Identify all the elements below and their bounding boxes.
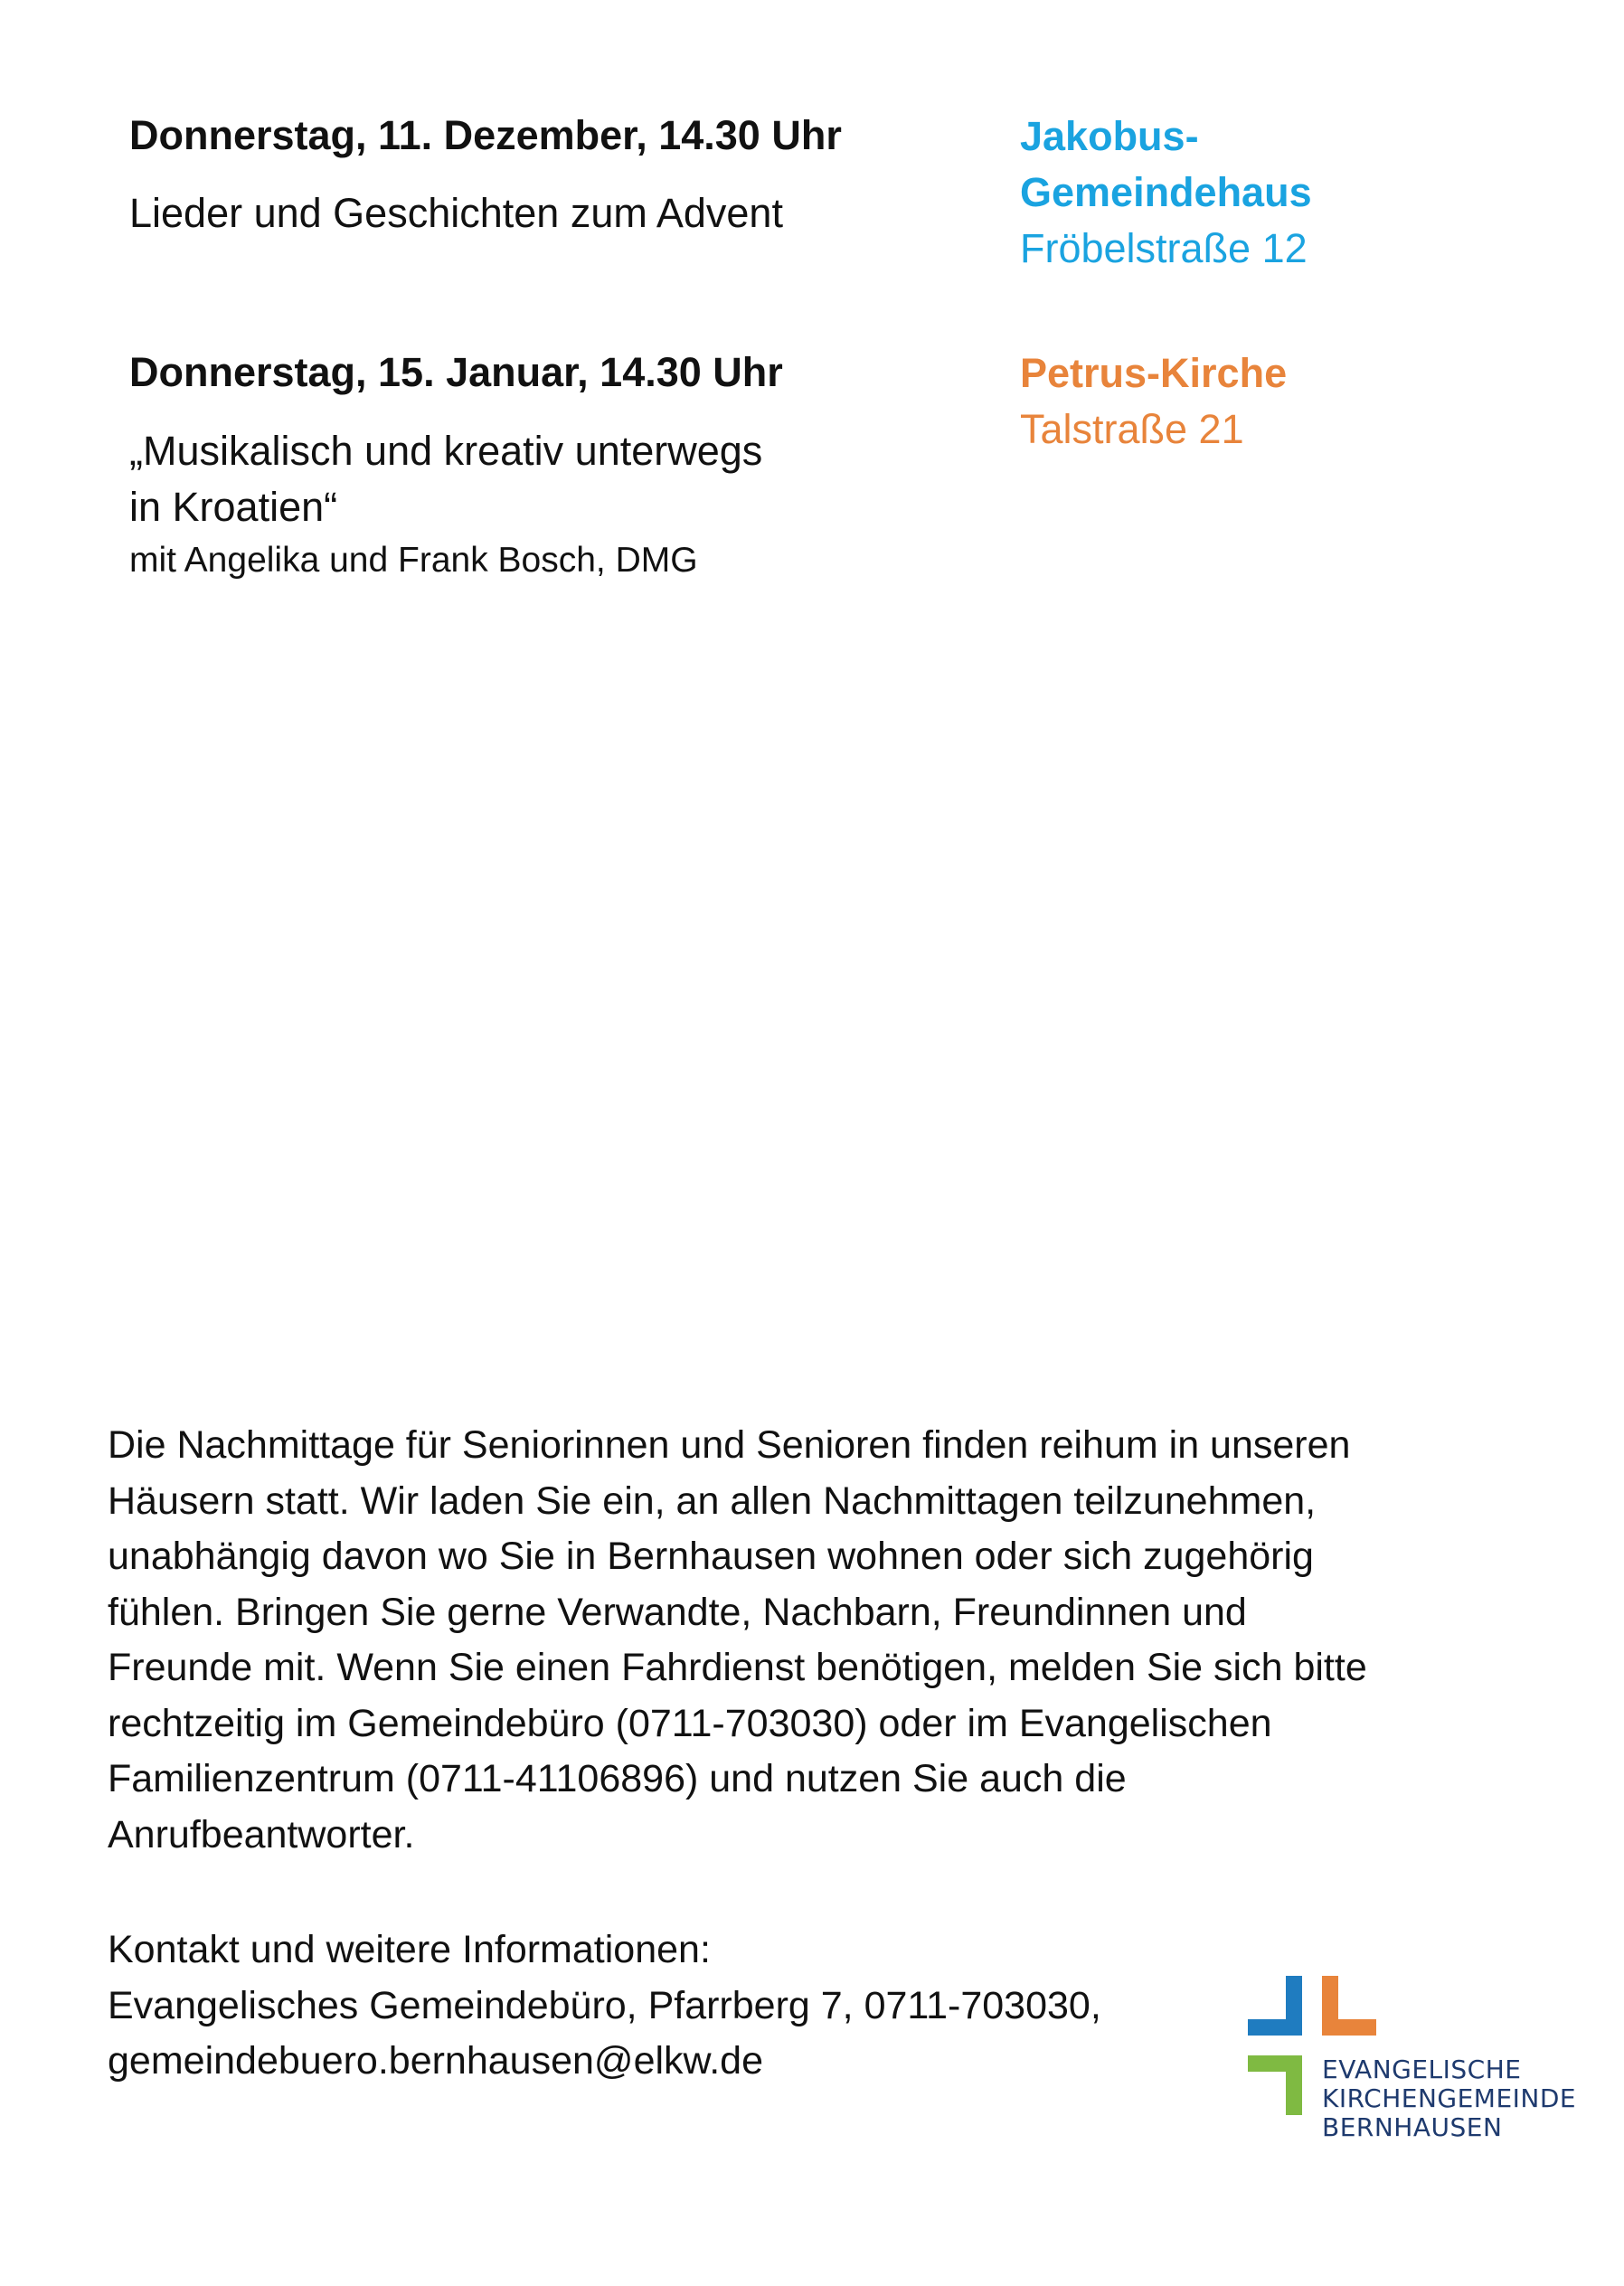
event-1-location-name-line-1: Jakobus- bbox=[1020, 113, 1199, 159]
event-2-title-line-2: in Kroatien“ bbox=[129, 484, 338, 530]
church-logo bbox=[1248, 1976, 1577, 2157]
info-line-4: fühlen. Bringen Sie gerne Verwandte, Nachbarn, Freundinnen und bbox=[108, 1590, 1247, 1634]
logo-line-1: EVANGELISCHE bbox=[1322, 2055, 1522, 2084]
contact-heading: Kontakt und weitere Informationen: bbox=[108, 1928, 711, 1971]
info-line-1: Die Nachmittage für Seniorinnen und Senioren finden reihum in unseren bbox=[108, 1423, 1351, 1467]
logo-blue-shape bbox=[1248, 1976, 1302, 2036]
event-2-title bbox=[129, 423, 762, 535]
event-2-date: Donnerstag, 15. Januar, 14.30 Uhr bbox=[129, 349, 783, 395]
info-line-5: Freunde mit. Wenn Sie einen Fahrdienst benötigen, melden Sie sich bitte bbox=[108, 1646, 1367, 1689]
contact-address: Evangelisches Gemeindebüro, Pfarrberg 7, 0711-703030, bbox=[108, 1983, 1101, 2027]
info-line-7: Familienzentrum (0711-41106896) und nutzen Sie auch die bbox=[108, 1757, 1127, 1800]
event-1-location-address: Fröbelstraße 12 bbox=[1020, 225, 1308, 271]
info-paragraph bbox=[108, 1418, 1367, 1863]
logo-line-2: KIRCHENGEMEINDE bbox=[1322, 2083, 1577, 2113]
info-line-2: Häusern statt. Wir laden Sie ein, an allen Nachmittagen teilzunehmen, bbox=[108, 1478, 1317, 1523]
event-1-title-line-1: Lieder und Geschichten zum Advent bbox=[129, 190, 783, 236]
event-1-date: Donnerstag, 11. Dezember, 14.30 Uhr bbox=[129, 112, 842, 158]
contact-email-link[interactable]: gemeindebuero.bernhausen@elkw.de bbox=[108, 2039, 763, 2083]
event-2-location-name: Petrus-Kirche bbox=[1020, 350, 1288, 396]
info-line-8: Anrufbeantworter. bbox=[108, 1812, 415, 1856]
event-2-subtitle: mit Angelika und Frank Bosch, DMG bbox=[129, 541, 698, 580]
church-logo-text bbox=[1322, 2055, 1576, 2142]
logo-green-shape bbox=[1248, 2055, 1302, 2115]
event-1-location-name-line-2: Gemeindehaus bbox=[1020, 169, 1312, 215]
info-line-3: unabhängig davon wo Sie in Bernhausen wohnen oder sich zugehörig bbox=[108, 1535, 1314, 1578]
event-2-location bbox=[1020, 345, 1287, 458]
logo-orange-shape bbox=[1322, 1976, 1376, 2036]
info-line-6: rechtzeitig im Gemeindebüro (0711-703030) oder im Evangelischen bbox=[108, 1701, 1272, 1745]
logo-line-3: BERNHAUSEN bbox=[1322, 2112, 1503, 2142]
event-1-location bbox=[1020, 109, 1312, 277]
event-2-location-address: Talstraße 21 bbox=[1020, 406, 1244, 452]
event-1-title bbox=[129, 185, 783, 241]
event-2-title-line-1: „Musikalisch und kreativ unterwegs bbox=[129, 428, 763, 474]
contact-block bbox=[108, 1922, 1101, 2090]
